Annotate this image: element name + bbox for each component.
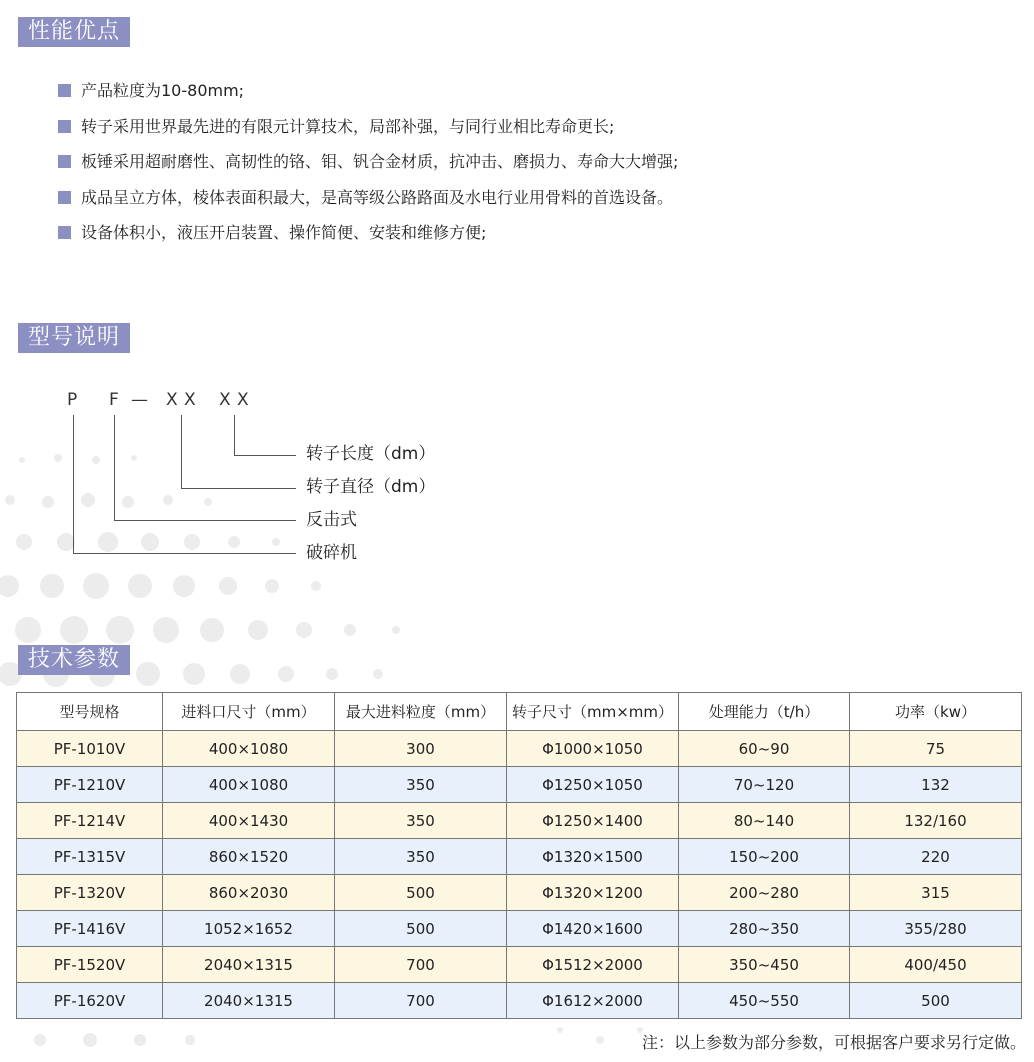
code-letter-f: F — [109, 390, 119, 410]
cell-model: PF-1214V — [17, 803, 163, 839]
cell-feed-opening: 860×1520 — [163, 839, 335, 875]
table-row — [17, 875, 1022, 911]
cell-max-feed-size: 350 — [335, 767, 507, 803]
section-title-model: 型号说明 — [18, 323, 130, 353]
column-header: 最大进料粒度（mm） — [335, 693, 507, 731]
cell-feed-opening: 1052×1652 — [163, 911, 335, 947]
table-row — [17, 947, 1022, 983]
cell-feed-opening: 860×2030 — [163, 875, 335, 911]
cell-capacity: 80~140 — [679, 803, 850, 839]
column-header: 处理能力（t/h） — [679, 693, 850, 731]
cell-max-feed-size: 350 — [335, 839, 507, 875]
code-dash: — — [131, 390, 148, 410]
cell-power: 400/450 — [850, 947, 1022, 983]
bullet-square-icon — [58, 84, 71, 97]
feature-text: 设备体积小，液压开启装置、操作简便、安装和维修方便; — [81, 223, 487, 242]
connector-type-vertical — [114, 415, 115, 520]
cell-model: PF-1620V — [17, 983, 163, 1019]
desc-rotor-length: 转子长度（dm） — [306, 444, 436, 464]
table-row — [17, 731, 1022, 767]
table-row — [17, 911, 1022, 947]
bullet-square-icon — [58, 155, 71, 168]
connector-length-horizontal — [234, 455, 296, 456]
cell-power: 315 — [850, 875, 1022, 911]
column-header: 转子尺寸（mm×mm） — [507, 693, 679, 731]
cell-capacity: 350~450 — [679, 947, 850, 983]
column-header: 进料口尺寸（mm） — [163, 693, 335, 731]
cell-feed-opening: 2040×1315 — [163, 983, 335, 1019]
cell-capacity: 150~200 — [679, 839, 850, 875]
cell-rotor-size: Φ1512×2000 — [507, 947, 679, 983]
cell-max-feed-size: 350 — [335, 803, 507, 839]
feature-text: 成品呈立方体，棱体表面积最大，是高等级公路路面及水电行业用骨料的首选设备。 — [81, 187, 674, 207]
model-code-diagram — [0, 380, 520, 580]
cell-capacity: 70~120 — [679, 767, 850, 803]
cell-rotor-size: Φ1420×1600 — [507, 911, 679, 947]
cell-power: 355/280 — [850, 911, 1022, 947]
table-header-row — [17, 693, 1022, 731]
cell-rotor-size: Φ1000×1050 — [507, 731, 679, 767]
column-header: 型号规格 — [17, 693, 163, 731]
cell-rotor-size: Φ1320×1500 — [507, 839, 679, 875]
cell-capacity: 60~90 — [679, 731, 850, 767]
desc-rotor-diameter: 转子直径（dm） — [306, 477, 436, 497]
bullet-square-icon — [58, 120, 71, 133]
cell-power: 75 — [850, 731, 1022, 767]
cell-feed-opening: 400×1080 — [163, 731, 335, 767]
feature-item — [58, 220, 678, 256]
bullet-square-icon — [58, 191, 71, 204]
table-row — [17, 803, 1022, 839]
cell-power: 500 — [850, 983, 1022, 1019]
desc-crusher: 破碎机 — [306, 543, 357, 563]
bullet-square-icon — [58, 226, 71, 239]
connector-crusher-vertical — [73, 415, 74, 553]
cell-feed-opening: 2040×1315 — [163, 947, 335, 983]
cell-rotor-size: Φ1250×1050 — [507, 767, 679, 803]
cell-model: PF-1010V — [17, 731, 163, 767]
feature-text: 转子采用世界最先进的有限元计算技术，局部补强，与同行业相比寿命更长; — [81, 116, 615, 136]
cell-feed-opening: 400×1080 — [163, 767, 335, 803]
cell-rotor-size: Φ1250×1400 — [507, 803, 679, 839]
cell-rotor-size: Φ1612×2000 — [507, 983, 679, 1019]
cell-capacity: 200~280 — [679, 875, 850, 911]
footnote: 注：以上参数为部分参数，可根据客户要求另行定做。 — [641, 1033, 1026, 1052]
code-x-length-1: X — [219, 390, 231, 410]
cell-feed-opening: 400×1430 — [163, 803, 335, 839]
connector-crusher-horizontal — [73, 553, 296, 554]
cell-rotor-size: Φ1320×1200 — [507, 875, 679, 911]
cell-model: PF-1210V — [17, 767, 163, 803]
feature-item — [58, 114, 678, 150]
feature-item — [58, 149, 678, 185]
feature-list — [58, 78, 678, 256]
code-letter-p: P — [67, 390, 78, 410]
cell-max-feed-size: 700 — [335, 947, 507, 983]
code-x-diameter-1: X — [166, 390, 178, 410]
table-row — [17, 839, 1022, 875]
cell-model: PF-1416V — [17, 911, 163, 947]
table-row — [17, 767, 1022, 803]
cell-model: PF-1520V — [17, 947, 163, 983]
desc-impact-type: 反击式 — [306, 510, 357, 530]
spec-table — [16, 692, 1022, 1019]
feature-text: 板锤采用超耐磨性、高韧性的铬、钼、钒合金材质，抗冲击、磨损力、寿命大大增强; — [81, 152, 679, 171]
cell-power: 132 — [850, 767, 1022, 803]
connector-diameter-horizontal — [181, 488, 296, 489]
feature-item — [58, 185, 678, 221]
cell-max-feed-size: 500 — [335, 911, 507, 947]
connector-diameter-vertical — [181, 415, 182, 488]
cell-max-feed-size: 500 — [335, 875, 507, 911]
cell-max-feed-size: 300 — [335, 731, 507, 767]
cell-capacity: 450~550 — [679, 983, 850, 1019]
cell-capacity: 280~350 — [679, 911, 850, 947]
cell-power: 220 — [850, 839, 1022, 875]
feature-text: 产品粒度为10-80mm; — [81, 81, 245, 100]
section-title-specs: 技术参数 — [18, 645, 130, 675]
column-header: 功率（kw） — [850, 693, 1022, 731]
connector-length-vertical — [234, 415, 235, 455]
cell-power: 132/160 — [850, 803, 1022, 839]
cell-model: PF-1320V — [17, 875, 163, 911]
code-x-length-2: X — [237, 390, 249, 410]
code-x-diameter-2: X — [184, 390, 196, 410]
connector-type-horizontal — [114, 520, 296, 521]
cell-model: PF-1315V — [17, 839, 163, 875]
feature-item — [58, 78, 678, 114]
section-title-features: 性能优点 — [18, 17, 130, 47]
cell-max-feed-size: 700 — [335, 983, 507, 1019]
table-row — [17, 983, 1022, 1019]
